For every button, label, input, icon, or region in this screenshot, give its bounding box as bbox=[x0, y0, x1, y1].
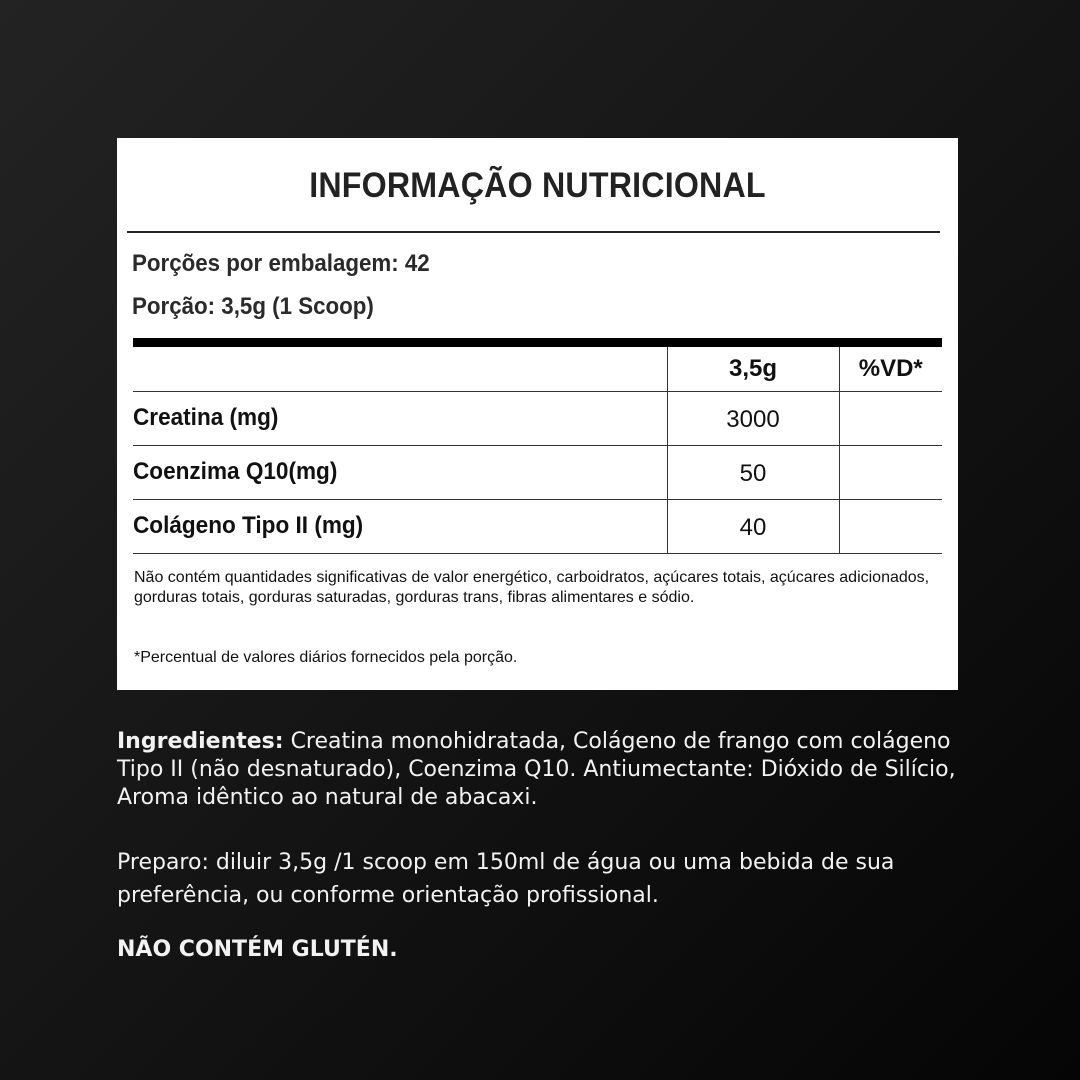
nutrient-amount: 50 bbox=[667, 445, 839, 499]
serving-size: Porção: 3,5g (1 Scoop) bbox=[132, 293, 374, 320]
preparation-instructions: Preparo: diluir 3,5g /1 scoop em 150ml de água ou uma bebida de sua preferência, ou conforme orientação profissional. bbox=[117, 850, 895, 908]
title-divider bbox=[127, 231, 940, 233]
daily-value-note: *Percentual de valores diários fornecidos pela porção. bbox=[134, 649, 518, 666]
ingredients-label: Ingredientes: bbox=[117, 729, 284, 754]
ingredients-text: Creatina monohidratada, Colágeno de frango com colágeno Tipo II (não desnaturado), Coenzima Q10. Antiumectante: Dióxido de Silício, Aroma idêntico ao natural de abacaxi. bbox=[117, 729, 956, 810]
nutrition-table bbox=[133, 347, 942, 554]
nutrition-facts-panel bbox=[117, 138, 958, 690]
column-header-amount: 3,5g bbox=[667, 347, 839, 391]
table-row bbox=[133, 445, 942, 499]
column-header-nutrient bbox=[133, 347, 667, 391]
nutrient-amount: 40 bbox=[667, 499, 839, 553]
nutrient-dv bbox=[839, 391, 942, 445]
ingredients-paragraph bbox=[117, 728, 967, 812]
nutrient-name: Colágeno Tipo II (mg) bbox=[133, 499, 667, 553]
table-row bbox=[133, 391, 942, 445]
gluten-notice: NÃO CONTÉM GLUTÉN. bbox=[117, 937, 398, 962]
panel-title: INFORMAÇÃO NUTRICIONAL bbox=[309, 166, 766, 205]
not-significant-note: Não contém quantidades significativas de valor energético, carboidratos, açúcares totais, açúcares adicionados, gorduras totais, gorduras saturadas, gorduras trans, fibras alimentares e sódio. bbox=[134, 569, 930, 606]
nutrient-name: Creatina (mg) bbox=[133, 391, 667, 445]
nutrient-dv bbox=[839, 499, 942, 553]
nutrient-dv bbox=[839, 445, 942, 499]
table-row bbox=[133, 499, 942, 553]
table-header-row bbox=[133, 347, 942, 391]
nutrient-amount: 3000 bbox=[667, 391, 839, 445]
column-header-dv: %VD* bbox=[839, 347, 942, 391]
thick-divider bbox=[133, 338, 942, 347]
nutrient-name: Coenzima Q10(mg) bbox=[133, 445, 667, 499]
servings-per-package: Porções por embalagem: 42 bbox=[132, 250, 430, 277]
